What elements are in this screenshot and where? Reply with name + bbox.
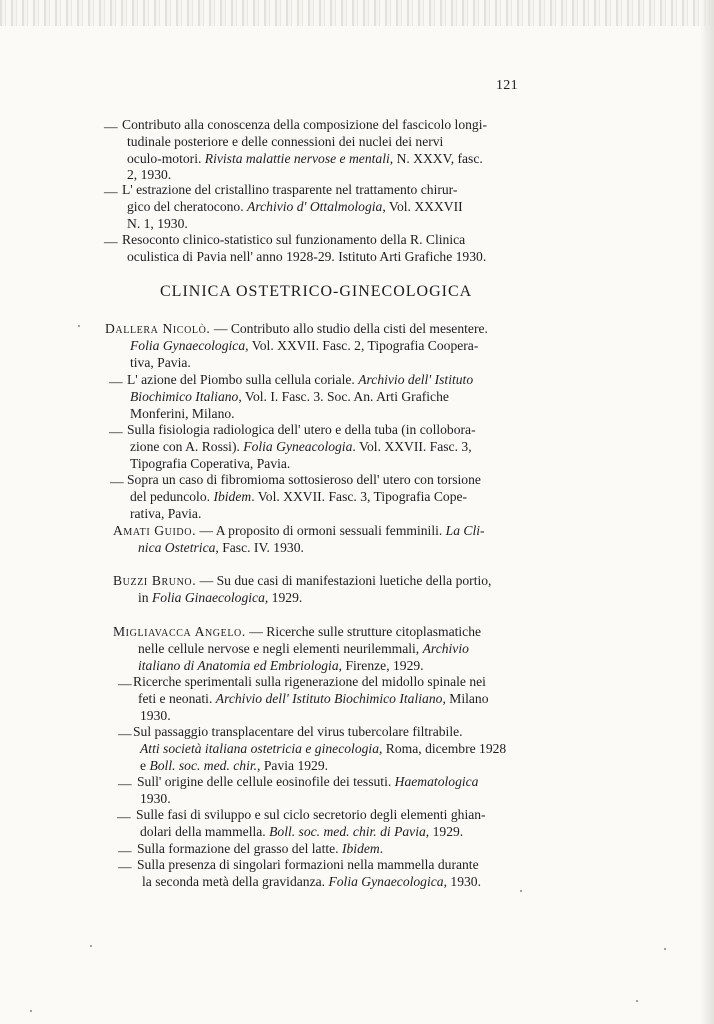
publication-title: Biochimico Italiano <box>130 389 239 404</box>
publication-title: Archivio dell' Istituto <box>358 372 474 387</box>
text-line <box>127 150 483 167</box>
text-line <box>133 673 486 690</box>
author-name: Buzzi Bruno. <box>113 573 197 588</box>
line-text: e <box>140 758 150 773</box>
publication-title: Ibidem <box>213 489 252 504</box>
publication-title: italiano di Anatomia ed Embriologia <box>138 658 339 673</box>
scan-right-edge <box>700 0 714 1024</box>
publication-title: Haematologica <box>394 774 479 789</box>
text-line <box>140 823 463 840</box>
line-text: Sulla formazione del grasso del latte. <box>137 841 342 856</box>
text-line <box>130 354 191 371</box>
publication-title: Rivista malattie nervose e mentali <box>204 151 390 166</box>
text-line <box>113 623 481 640</box>
line-text-after: , Roma, dicembre 1928 <box>379 741 507 756</box>
line-text: Sopra un caso di fibromioma sottosieroso dell' utero con torsione <box>127 472 481 487</box>
scan-speck <box>78 325 80 327</box>
text-line <box>137 856 479 873</box>
text-line <box>130 505 201 522</box>
line-text: L' azione del Piombo sulla cellula coriale. <box>127 372 359 387</box>
line-text: — Contributo allo studio della cisti del mesentere. <box>210 321 488 336</box>
publication-title: Folia Ginaecologica <box>151 590 265 605</box>
line-text: oculistica di Pavia nell' anno 1928-29. Istituto Arti Grafiche 1930. <box>127 249 487 264</box>
publication-title: Archivio <box>422 641 469 656</box>
entry-dash: — <box>109 424 123 439</box>
line-text: N. 1, 1930. <box>127 216 188 231</box>
line-text: Ricerche sperimentali sulla rigenerazione del midollo spinale nei <box>133 674 486 689</box>
text-line <box>127 421 476 438</box>
text-line <box>127 215 188 232</box>
scan-speck <box>636 1000 638 1002</box>
entry-dash: — <box>118 843 132 858</box>
publication-title: Atti società italiana ostetricia e ginecologia <box>140 741 379 756</box>
text-line <box>127 248 486 265</box>
publication-title: Folia Gynaecologica <box>328 874 444 889</box>
text-line <box>136 806 486 823</box>
text-line <box>127 371 473 388</box>
text-line <box>140 757 328 774</box>
line-text: Resoconto clinico-statistico sul funzionamento della R. Clinica <box>122 232 466 247</box>
text-line <box>140 740 506 757</box>
line-text: dolari della mammella. <box>140 824 270 839</box>
publication-title: nica Ostetrica <box>138 540 216 555</box>
line-text-after: , Vol. XXVII. Fasc. 2, Tipografia Coopera- <box>245 338 479 353</box>
line-text: tudinale posteriore e delle connessioni dei nuclei dei nervi <box>127 134 444 149</box>
text-line <box>133 723 463 740</box>
line-text: — A proposito di ormoni sessuali femminili. <box>196 523 446 538</box>
line-text: Sull' origine delle cellule eosinofile dei tessuti. <box>137 774 395 789</box>
text-line <box>127 198 463 215</box>
line-text: nelle cellule nervose e negli elementi neurilemmali, <box>138 641 423 656</box>
scan-speck <box>30 1010 32 1012</box>
line-text: Sul passaggio transplacentare del virus tubercolare filtrabile. <box>133 724 463 739</box>
entry-dash: — <box>118 776 132 791</box>
line-text: L' estrazione del cristallino trasparente nel trattamento chirur- <box>122 182 458 197</box>
line-text: feti e neonati. <box>138 691 216 706</box>
text-line <box>138 657 424 674</box>
scan-speck <box>90 945 92 947</box>
text-line <box>142 873 481 890</box>
text-line <box>113 522 485 539</box>
entry-dash: — <box>104 234 118 249</box>
line-text: 1930. <box>140 708 171 723</box>
page-number: 121 <box>496 78 518 93</box>
line-text: Monferini, Milano. <box>130 406 235 421</box>
line-text-after: , Firenze, 1929. <box>338 658 424 673</box>
line-text-after: , Vol. XXXVII <box>382 199 463 214</box>
entry-dash: — <box>118 859 132 874</box>
line-text: del peduncolo. <box>130 489 214 504</box>
text-line <box>140 707 171 724</box>
line-text: zione con A. Rossi). <box>130 439 244 454</box>
line-text: 1930. <box>140 791 171 806</box>
line-text: — Ricerche sulle strutture citoplasmatiche <box>245 624 482 639</box>
entry-dash: — <box>104 119 118 134</box>
line-text: Tipografia Coperativa, Pavia. <box>130 456 291 471</box>
publication-title: Archivio dell' Istituto Biochimico Italiano <box>215 691 443 706</box>
author-name: Amati Guido. <box>113 523 197 538</box>
text-line <box>130 337 478 354</box>
section-heading: CLINICA OSTETRICO-GINECOLOGICA <box>160 283 473 300</box>
entry-dash: — <box>104 184 118 199</box>
scan-speck <box>520 890 522 892</box>
line-text: — Su due casi di manifestazioni luetiche della portio, <box>196 573 492 588</box>
line-text: Sulle fasi di sviluppo e sul ciclo secretorio degli elementi ghian- <box>136 807 486 822</box>
publication-title: Folia Gynaecologica <box>130 338 246 353</box>
text-line <box>127 133 443 150</box>
author-name: Dallera Nicolò. <box>105 321 211 336</box>
text-line <box>138 539 304 556</box>
publication-title: La Cli- <box>445 523 485 538</box>
line-text-after: , Vol. I. Fasc. 3. Soc. An. Arti Grafiche <box>238 389 449 404</box>
line-text-after: , N. XXXV, fasc. <box>389 151 483 166</box>
line-text-after: , 1929. <box>264 590 303 605</box>
text-line <box>138 640 469 657</box>
line-text: Sulla fisiologia radiologica dell' utero e della tuba (in collobora- <box>127 422 476 437</box>
line-text: Sulla presenza di singolari formazioni nella mammella durante <box>137 857 479 872</box>
line-text: 2, 1930. <box>127 167 172 182</box>
entry-dash: — <box>109 374 123 389</box>
text-line <box>137 773 478 790</box>
publication-title: Boll. soc. med. chir. <box>149 758 258 773</box>
line-text: la seconda metà della gravidanza. <box>142 874 329 889</box>
entry-dash: — <box>118 726 132 741</box>
line-text-after: , 1929. <box>425 824 464 839</box>
text-line <box>130 405 235 422</box>
text-line <box>130 455 290 472</box>
scan-speck <box>664 948 666 950</box>
text-line <box>127 471 481 488</box>
entry-dash: — <box>118 676 132 691</box>
line-text-after: , Milano <box>442 691 489 706</box>
text-line <box>105 320 488 337</box>
text-line <box>130 488 467 505</box>
text-line <box>137 840 383 857</box>
line-text: rativa, Pavia. <box>130 506 202 521</box>
line-text-after: , Fasc. IV. 1930. <box>215 540 304 555</box>
scan-top-edge <box>0 0 714 26</box>
line-text: in <box>138 590 152 605</box>
publication-title: Ibidem <box>341 841 380 856</box>
line-text: gico del cheratocono. <box>127 199 248 214</box>
author-name: Migliavacca Angelo. <box>113 624 246 639</box>
text-line <box>130 438 472 455</box>
text-line <box>122 181 457 198</box>
text-line <box>122 116 487 133</box>
line-text-after: . Vol. XXVII. Fasc. 3, Tipografia Cope- <box>251 489 468 504</box>
line-text-after: , Pavia 1929. <box>257 758 329 773</box>
text-line <box>140 790 171 807</box>
entry-dash: — <box>110 474 124 489</box>
publication-title: Boll. soc. med. chir. di Pavia <box>269 824 426 839</box>
text-line <box>138 690 489 707</box>
publication-title: Archivio d' Ottalmologia <box>247 199 383 214</box>
line-text-after: . <box>379 841 384 856</box>
line-text: Contributo alla conoscenza della composizione del fascicolo longi- <box>122 117 488 132</box>
line-text: oculo-motori. <box>127 151 205 166</box>
text-line <box>138 589 302 606</box>
line-text-after: . Vol. XXVII. Fasc. 3, <box>352 439 472 454</box>
text-line <box>122 231 465 248</box>
text-line <box>130 388 449 405</box>
publication-title: Folia Gyneacologia <box>243 439 353 454</box>
text-line <box>113 572 491 589</box>
entry-dash: — <box>117 809 131 824</box>
line-text-after: , 1930. <box>443 874 481 889</box>
line-text: tiva, Pavia. <box>130 355 191 370</box>
